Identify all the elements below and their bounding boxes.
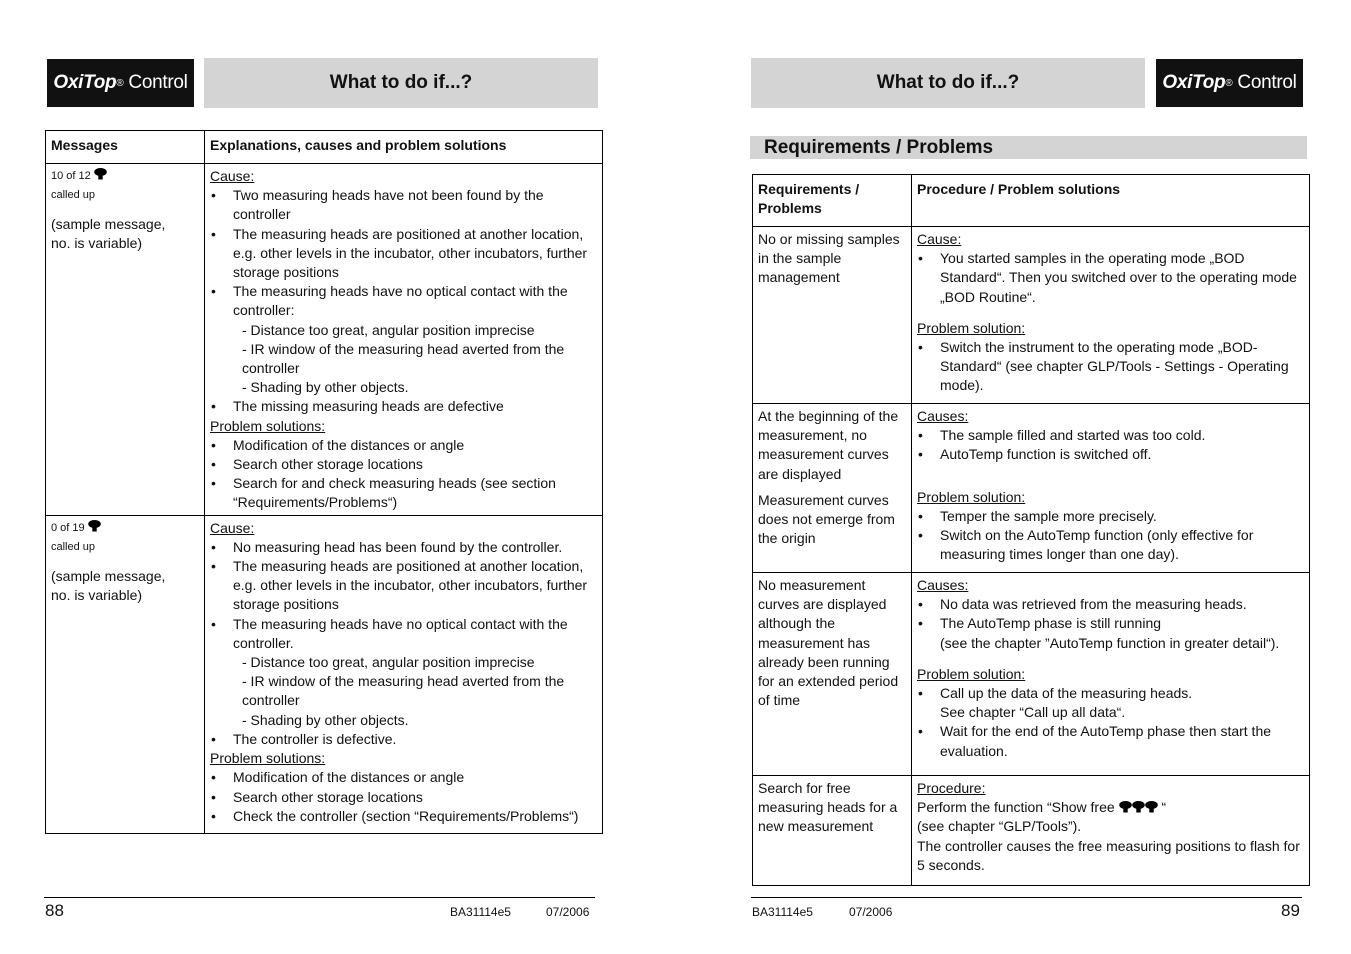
col-requirements: Requirements / Problems	[753, 175, 912, 227]
requirement-cell	[753, 404, 912, 573]
col-explanations: Explanations, causes and problem solutions	[205, 131, 603, 164]
doc-code-left: BA31114e5	[450, 905, 511, 919]
oxitop-logo-left: OxiTop ® Control	[47, 59, 194, 107]
messages-table	[45, 130, 603, 834]
doc-code-right: BA31114e5	[752, 905, 813, 919]
list-item: • Modification of the distances or angle	[210, 768, 597, 787]
solution-label: Problem solution:	[917, 665, 1026, 682]
message-cell	[46, 515, 205, 833]
requirement-cell: No or missing samples in the sample management	[753, 227, 912, 404]
footer-rule-right	[751, 897, 1302, 898]
page-header-left: What to do if...?	[204, 58, 598, 108]
list-item: • The measuring heads are positioned at another location, e.g. other levels in the incubator, other incubators, further storage positions	[210, 557, 597, 615]
list-item: • Two measuring heads have not been found by the controller	[210, 186, 597, 224]
procedure-line: The controller causes the free measuring positions to flash for 5 seconds.	[917, 837, 1300, 873]
explanation-cell	[205, 515, 603, 833]
requirement-cell: No measurement curves are displayed although the measurement has already been running for an extended period of time	[753, 573, 912, 776]
table-row	[753, 573, 1310, 776]
list-item: • No data was retrieved from the measuring heads.	[917, 595, 1304, 614]
procedure-cell	[912, 573, 1310, 776]
table-row	[46, 164, 603, 516]
list-item: • Call up the data of the measuring heads. See chapter “Call up all data“.	[917, 684, 1304, 722]
message-called: called up	[51, 189, 96, 201]
list-item: • Search other storage locations	[210, 788, 597, 807]
measuring-head-icon	[94, 168, 107, 180]
procedure-label: Procedure:	[917, 780, 986, 796]
list-item: • No measuring head has been found by the controller.	[210, 538, 597, 557]
table-row	[753, 776, 1310, 886]
oxitop-logo-right: OxiTop ® Control	[1156, 59, 1303, 107]
message-note: (sample message,	[51, 216, 166, 232]
col-messages: Messages	[46, 131, 205, 164]
measuring-head-icon	[1145, 801, 1158, 813]
message-count: 10 of 12	[51, 167, 199, 186]
table-row	[753, 227, 1310, 404]
procedure-cell	[912, 404, 1310, 573]
list-item: • Modification of the distances or angle	[210, 436, 597, 455]
list-item: • The measuring heads have no optical contact with the controller. - Distance too great, angular position imprecise - IR window of the measuring head averted from the controller - Shading by other objects.	[210, 615, 597, 730]
cause-label: Cause:	[210, 168, 255, 184]
measuring-head-icon	[88, 520, 101, 532]
requirement-cell: Search for free measuring heads for a new measurement	[753, 776, 912, 886]
procedure-line: Perform the function “Show free “	[917, 799, 1167, 816]
list-item: • Temper the sample more precisely.	[917, 507, 1304, 526]
sub-item: - IR window of the measuring head averted from the controller	[242, 340, 565, 377]
page-number-left: 88	[45, 901, 64, 920]
page-header-right: What to do if...?	[751, 58, 1145, 108]
sub-item: - IR window of the measuring head averted from the controller	[242, 673, 565, 709]
col-procedure: Procedure / Problem solutions	[912, 175, 1310, 227]
requirement-text: Measurement curves does not emerge from the origin	[758, 491, 895, 547]
list-item: • Search for and check measuring heads (see section “Requirements/Problems“)	[210, 474, 597, 512]
table-row	[753, 404, 1310, 573]
cause-label: Cause:	[210, 519, 255, 536]
list-item: • Check the controller (section “Requirements/Problems“)	[210, 807, 597, 826]
list-item: • Switch on the AutoTemp function (only effective for measuring times longer than one day).	[917, 526, 1304, 564]
procedure-cell	[912, 227, 1310, 404]
table-header-row	[753, 175, 1310, 227]
footer-rule-left	[44, 897, 595, 898]
message-note: no. is variable)	[51, 235, 143, 252]
message-called: called up	[51, 540, 96, 553]
sub-item: - Shading by other objects.	[242, 711, 409, 728]
list-item: • The measuring heads are positioned at another location, e.g. other levels in the incubator, other incubators, further storage positions	[210, 225, 597, 283]
solutions-label: Problem solutions:	[210, 750, 326, 767]
sub-item: - Shading by other objects.	[242, 379, 409, 396]
sub-item: - Distance too great, angular position imprecise	[242, 321, 535, 338]
message-note: (sample message,	[51, 567, 166, 584]
page-number-right: 89	[1281, 901, 1300, 920]
message-cell	[46, 164, 205, 516]
cause-label: Cause:	[917, 231, 962, 247]
solutions-label: Problem solutions:	[210, 417, 326, 434]
cause-label: Causes:	[917, 577, 969, 593]
measuring-head-icon	[1132, 801, 1145, 813]
procedure-cell	[912, 776, 1310, 886]
list-item: • The missing measuring heads are defective	[210, 397, 597, 416]
solution-label: Problem solution:	[917, 319, 1026, 336]
list-item: • The measuring heads have no optical contact with the controller: - Distance too great, angular position imprecise - IR window of the measuring head averted from the controller - Shading by other objects.	[210, 282, 597, 397]
procedure-line: (see chapter “GLP/Tools”).	[917, 818, 1082, 835]
list-item: • The AutoTemp phase is still running (see the chapter ”AutoTemp function in greater detail“).	[917, 614, 1304, 652]
list-item: • AutoTemp function is switched off.	[917, 445, 1304, 464]
cause-label: Causes:	[917, 408, 969, 424]
list-item: • You started samples in the operating mode „BOD Standard“. Then you switched over to the operating mode „BOD Routine“.	[917, 249, 1304, 307]
message-count: 0 of 19	[51, 519, 199, 538]
doc-date-right: 07/2006	[849, 905, 893, 919]
message-note: no. is variable)	[51, 586, 143, 603]
table-header-row	[46, 131, 603, 164]
measuring-head-icon	[1119, 801, 1132, 813]
sub-item: - Distance too great, angular position imprecise	[242, 654, 535, 671]
list-item: • Switch the instrument to the operating mode „BOD-Standard“ (see chapter GLP/Tools - Settings - Operating mode).	[917, 338, 1304, 396]
doc-date-left: 07/2006	[546, 905, 590, 919]
list-item: • Search other storage locations	[210, 455, 597, 474]
list-item: • The controller is defective.	[210, 730, 597, 749]
list-item: • Wait for the end of the AutoTemp phase then start the evaluation.	[917, 722, 1304, 760]
solution-label: Problem solution:	[917, 488, 1026, 505]
section-title: Requirements / Problems	[750, 136, 1307, 159]
requirement-text: At the beginning of the measurement, no measurement curves are displayed	[758, 408, 899, 482]
list-item: • The sample filled and started was too cold.	[917, 426, 1304, 445]
table-row	[46, 515, 603, 833]
requirements-table	[752, 174, 1310, 886]
explanation-cell	[205, 164, 603, 516]
